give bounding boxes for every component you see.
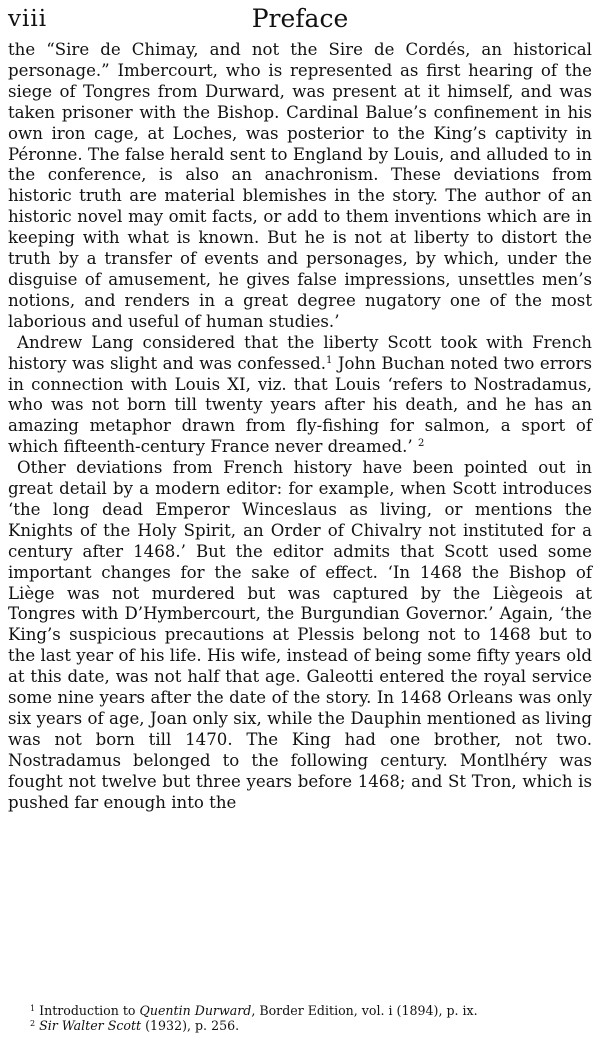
- footnote-title: Quentin Durward: [139, 1003, 252, 1018]
- footnote-title: Sir Walter Scott: [39, 1018, 142, 1033]
- footnote-text: Introduction to: [39, 1003, 140, 1018]
- page-number: viii: [8, 6, 48, 32]
- running-title: Preface: [251, 4, 349, 33]
- paragraph-lang-buchan: [8, 333, 592, 458]
- page-header: [8, 4, 592, 40]
- footnote-text: , Border Edition, vol. i (1894), p. ix.: [251, 1003, 478, 1018]
- footnote-item: [30, 1003, 590, 1018]
- footnote-mark: 1: [30, 1004, 36, 1013]
- paragraph-deviations: [8, 458, 592, 813]
- body-text: [8, 40, 592, 814]
- footnotes: [30, 1003, 590, 1033]
- footnote-mark: 2: [30, 1019, 36, 1028]
- paragraph-text: John Buchan noted two errors in connection with Louis XI, viz. that Louis ‘refers to Nostradamus, who was not born till twenty years after his death, and he has an amazing metaphor drawn from fly-fishing for salmon, a sport of which fifteenth-century France never dreamed.’: [8, 353, 592, 457]
- paragraph-text: Andrew Lang considered that the liberty Scott took with French history was slight and was confessed.: [8, 332, 592, 373]
- paragraph-text: Other deviations from French history have been pointed out in great detail by a modern editor: for example, when Scott introduces ‘the long dead Emperor Winceslaus as living, or mentions the Knights of the Holy Spirit, an Order of Chivalry not instituted for a century after 1468.’ But the editor admits that Scott used some important changes for the sake of effect. ‘In 1468 the Bishop of Liège was not murdered but was captured by the Liègeois at Tongres with D’Hymbercourt, the Burgundian Governor.’ Again, ‘the King’s suspicious precautions at Plessis belong not to 1468 but to the last year of his life. His wife, instead of being some fifty years old at this date, was not half that age. Galeotti entered the royal service some nine years after the date of the story. In 1468 Orleans was only six years of age, Joan only six, while the Dauphin mentioned as living was not born till 1470. The King had one brother, not two. Nostradamus belonged to the following century. Montlhéry was fought not twelve but three years before 1468; and St Tron, which is pushed far enough into the: [8, 458, 592, 812]
- paragraph-continued: [8, 40, 592, 333]
- footnote-ref[interactable]: 1: [326, 354, 333, 366]
- footnote-ref[interactable]: 2: [417, 438, 425, 450]
- paragraph-text: the “Sire de Chimay, and not the Sire de Cordés, an historical personage.” Imbercourt, who is represented as first hearing of the siege of Tongres from Durward, was present at it himself, and was taken prisoner with the Bishop. Cardinal Balue’s confinement in his own iron cage, at Loches, was posterior to the King’s captivity in Péronne. The false herald sent to England by Louis, and alluded to in the conference, is also an anachronism. These deviations from historic truth are material blemishes in the story. The author of an historic novel may omit facts, or add to them inventions which are in keeping with what is known. But he is not at liberty to distort the truth by a transfer of events and personages, by which, under the disguise of amusement, he gives false impressions, unsettles men’s notions, and renders in a great degree nugatory one of the most laborious and useful of human studies.’: [8, 40, 592, 331]
- footnote-item: [30, 1018, 590, 1033]
- footnote-text: (1932), p. 256.: [141, 1018, 240, 1033]
